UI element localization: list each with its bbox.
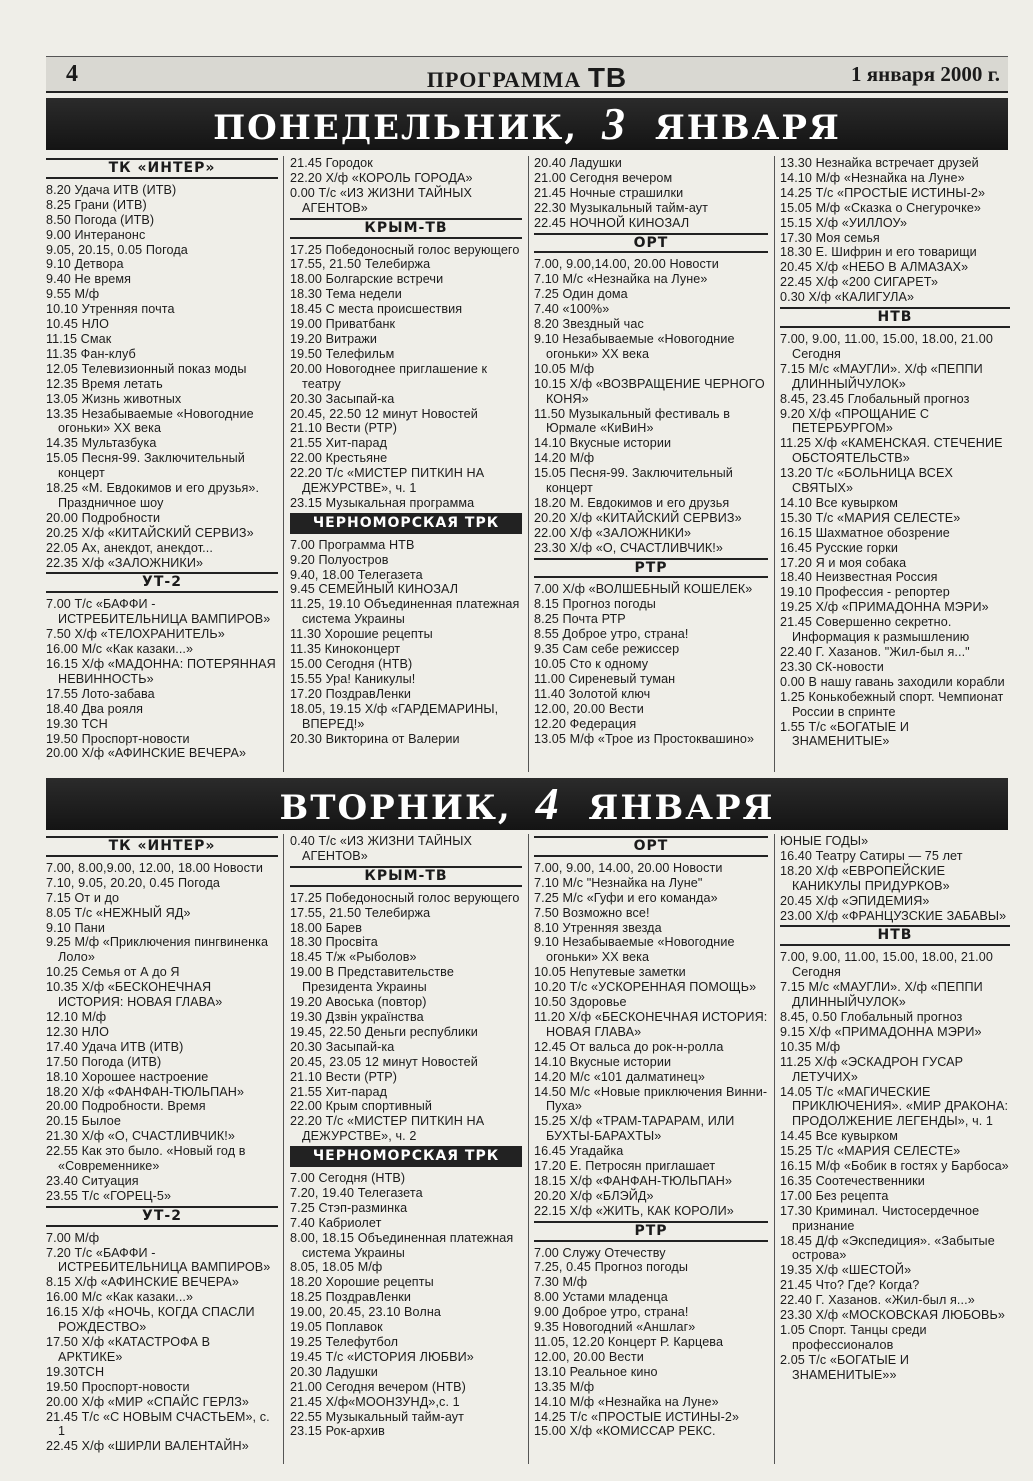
program-listing: 11.30 Хорошие рецепты bbox=[290, 627, 433, 642]
publication-title-word: ПРОГРАММА bbox=[426, 67, 582, 92]
program-listing: 23.40 Ситуация bbox=[46, 1173, 139, 1188]
program-listing: 15.05 Песня-99. Заключительный концерт bbox=[534, 466, 733, 496]
program-listing: 18.20 М. Евдокимов и его друзья bbox=[534, 495, 730, 510]
program-listing: 23.30 Х/ф «О, СЧАСТЛИВЧИК!» bbox=[534, 540, 723, 555]
program-listing: 18.10 Хорошее настроение bbox=[46, 1069, 209, 1084]
program-listing: 11.35 Фан-клуб bbox=[46, 346, 136, 361]
program-listing: 20.40 Ладушки bbox=[534, 156, 622, 170]
tuesday-column-4 bbox=[780, 834, 1010, 1464]
program-listing: 2.05 Т/с «БОГАТЫЕ И ЗНАМЕНИТЫЕ»» bbox=[780, 1352, 910, 1382]
program-listing: 7.15 От и до bbox=[46, 890, 120, 905]
program-listing: 7.00, 8.00,9.00, 12.00, 18.00 Новости bbox=[46, 860, 264, 875]
program-listing: 16.00 М/с «Как казаки...» bbox=[46, 642, 194, 657]
program-listing: 7.00 Х/ф «ВОЛШЕБНЫЙ КОШЕЛЕК» bbox=[534, 582, 753, 597]
program-listing: 15.30 Т/с «МАРИЯ СЕЛЕСТЕ» bbox=[780, 510, 961, 525]
monday-column-2 bbox=[290, 156, 522, 772]
program-listing: 22.45 НОЧНОЙ КИНОЗАЛ bbox=[534, 215, 690, 230]
program-listing: 7.15 М/с «МАУГЛИ». Х/ф «ПЕППИ ДЛИННЫЙЧУЛОК» bbox=[780, 980, 983, 1010]
program-listing: 14.10 Вкусные истории bbox=[534, 436, 672, 451]
program-listing: 10.35 М/ф bbox=[780, 1039, 841, 1054]
program-listing: 11.20 Х/ф «БЕСКОНЕЧНАЯ ИСТОРИЯ: НОВАЯ ГЛАВА» bbox=[534, 1009, 768, 1039]
program-listing: 15.25 Т/с «МАРИЯ СЕЛЕСТЕ» bbox=[780, 1144, 961, 1159]
program-listing: 10.05 Непутевые заметки bbox=[534, 965, 686, 980]
program-listing: 13.30 Незнайка встречает друзей bbox=[780, 156, 979, 170]
program-listing: 21.45 Совершенно секретно. Информация к размышлению bbox=[780, 615, 970, 645]
program-listing: 21.45 Т/с «С НОВЫМ СЧАСТЬЕМ», с. 1 bbox=[46, 1409, 270, 1439]
program-listing: 11.00 Сиреневый туман bbox=[534, 671, 676, 686]
program-listing: 7.50 Возможно все! bbox=[534, 905, 650, 920]
program-listing: 19.30 ТСН bbox=[46, 716, 108, 731]
monday-day-number: 3 bbox=[601, 98, 627, 149]
program-listing: 7.00, 9.00, 14.00, 20.00 Новости bbox=[534, 860, 723, 875]
program-listing: 0.00 В нашу гавань заходили корабли bbox=[780, 674, 1005, 689]
page-header bbox=[46, 56, 1008, 93]
monday-month: ЯНВАРЯ bbox=[654, 108, 841, 148]
program-listing: 16.35 Соотечественники bbox=[780, 1173, 925, 1188]
program-listing: 23.30 СК-новости bbox=[780, 659, 884, 674]
channel-heading: ЧЕРНОМОРСКАЯ ТРК bbox=[290, 513, 522, 534]
program-listing: 16.00 М/с «Как казаки...» bbox=[46, 1290, 194, 1305]
program-listing: 23.15 Рок-архив bbox=[290, 1424, 385, 1439]
program-listing: 12.45 От вальса до рок-н-ролла bbox=[534, 1039, 724, 1054]
program-listing: 19.50 Проспорт-новости bbox=[46, 1379, 190, 1394]
channel-heading: ТК «ИНТЕР» bbox=[46, 836, 278, 857]
program-listing: 7.00 М/ф bbox=[46, 1230, 100, 1245]
program-listing: 19.30ТСН bbox=[46, 1364, 105, 1379]
program-listing: 22.20 Т/с «МИСТЕР ПИТКИН НА ДЕЖУРСТВЕ», ч. 1 bbox=[290, 466, 485, 496]
program-listing: 8.20 Удача ИТВ (ИТВ) bbox=[46, 182, 177, 197]
program-listing: 18.00 Барев bbox=[290, 920, 363, 935]
program-listing: 9.20 Полуостров bbox=[290, 552, 389, 567]
program-listing: 22.00 Крестьяне bbox=[290, 451, 388, 466]
program-listing: 23.55 Т/с «ГОРЕЦ-5» bbox=[46, 1188, 172, 1203]
program-listing: 10.50 Здоровье bbox=[534, 995, 627, 1010]
program-listing: 21.10 Вести (РТР) bbox=[290, 1069, 398, 1084]
program-listing: 7.10, 9.05, 20.20, 0.45 Погода bbox=[46, 875, 220, 890]
program-listing: 19.10 Профессия - репортер bbox=[780, 585, 950, 600]
program-listing: 9.55 М/ф bbox=[46, 287, 100, 302]
tuesday-day-name: ВТОРНИК, bbox=[279, 788, 512, 828]
column-divider bbox=[528, 156, 529, 772]
program-listing: 9.10 Незабываемые «Новогодние огоньки» XX века bbox=[534, 935, 735, 965]
program-listing: ЮНЫЕ ГОДЫ» bbox=[780, 834, 869, 848]
program-listing: 7.25 Стэп-разминка bbox=[290, 1200, 408, 1215]
program-listing: 11.25, 19.10 Объединенная платежная система Украины bbox=[290, 597, 520, 627]
program-listing: 12.35 Время летать bbox=[46, 376, 163, 391]
program-listing: 23.00 Х/ф «ФРАНЦУЗСКИЕ ЗАБАВЫ» bbox=[780, 908, 1007, 923]
program-listing: 9.45 СЕМЕЙНЫЙ КИНОЗАЛ bbox=[290, 582, 459, 597]
program-listing: 14.45 Все кувырком bbox=[780, 1129, 899, 1144]
program-listing: 20.45 Х/ф «НЕБО В АЛМАЗАХ» bbox=[780, 260, 969, 275]
program-listing: 19.00 Приватбанк bbox=[290, 317, 396, 332]
program-listing: 7.10 М/с "Незнайка на Луне" bbox=[534, 875, 703, 890]
program-listing: 18.20 Х/ф «ЕВРОПЕЙСКИЕ КАНИКУЛЫ ПРИДУРКОВ» bbox=[780, 863, 950, 893]
program-listing: 17.20 ПоздравЛенки bbox=[290, 686, 412, 701]
program-listing: 8.55 Доброе утро, страна! bbox=[534, 627, 689, 642]
program-listing: 9.10 Детвора bbox=[46, 257, 124, 272]
program-listing: 20.45, 22.50 12 минут Новостей bbox=[290, 406, 478, 421]
program-listing: 11.05, 12.20 Концерт Р. Карцева bbox=[534, 1335, 724, 1349]
program-listing: 22.45 Х/ф «200 СИГАРЕТ» bbox=[780, 275, 939, 290]
channel-heading: РТР bbox=[534, 558, 768, 579]
program-listing: 15.25 Х/ф «ТРАМ-ТАРАРАМ, ИЛИ БУХТЫ-БАРАХТЫ» bbox=[534, 1114, 735, 1144]
program-listing: 12.10 М/ф bbox=[46, 1009, 107, 1024]
column-divider bbox=[774, 156, 775, 772]
program-listing: 20.30 Викторина от Валерии bbox=[290, 731, 460, 746]
program-listing: 7.00, 9.00, 11.00, 15.00, 18.00, 21.00 Сегодня bbox=[780, 950, 993, 980]
program-listing: 20.00 Подробности. Время bbox=[46, 1099, 206, 1114]
program-listing: 13.35 Незабываемые «Новогодние огоньки» XX века bbox=[46, 406, 254, 436]
program-listing: 19.25 Телефутбол bbox=[290, 1335, 399, 1349]
program-listing: 22.55 Музыкальный тайм-аут bbox=[290, 1409, 465, 1424]
program-listing: 18.15 Х/ф «ФАНФАН-ТЮЛЬПАН» bbox=[534, 1173, 733, 1188]
program-listing: 22.15 Х/ф «ЖИТЬ, КАК КОРОЛИ» bbox=[534, 1203, 734, 1218]
program-listing: 20.30 Засыпай-ка bbox=[290, 1039, 395, 1054]
program-listing: 9.20 Х/ф «ПРОЩАНИЕ С ПЕТЕРБУРГОМ» bbox=[780, 406, 930, 436]
issue-date: 1 января 2000 г. bbox=[850, 62, 1000, 86]
monday-column-1 bbox=[46, 156, 278, 772]
tuesday-column-2 bbox=[290, 834, 522, 1464]
program-listing: 22.55 Как это было. «Новый год в «Современнике» bbox=[46, 1144, 246, 1174]
program-listing: 13.10 Реальное кино bbox=[534, 1364, 658, 1379]
program-listing: 7.00 Программа НТВ bbox=[290, 537, 415, 552]
program-listing: 7.00 Сегодня (НТВ) bbox=[290, 1171, 406, 1186]
program-listing: 18.20 Хорошие рецепты bbox=[290, 1275, 434, 1290]
program-listing: 16.15 Х/ф «МАДОННА: ПОТЕРЯННАЯ НЕВИННОСТЬ» bbox=[46, 657, 276, 686]
program-listing: 8.45, 23.45 Глобальный прогноз bbox=[780, 391, 970, 406]
program-listing: 21.55 Хит-парад bbox=[290, 1084, 388, 1099]
program-listing: 21.55 Хит-парад bbox=[290, 436, 388, 451]
publication-title-bold: ТВ bbox=[587, 62, 628, 93]
program-listing: 7.00 Т/с «БАФФИ - ИСТРЕБИТЕЛЬНИЦА ВАМПИРОВ» bbox=[46, 597, 271, 627]
program-listing: 19.05 Поплавок bbox=[290, 1320, 383, 1335]
program-listing: 0.00 Т/с «ИЗ ЖИЗНИ ТАЙНЫХ АГЕНТОВ» bbox=[290, 185, 472, 215]
program-listing: 19.30 Дзвiн українства bbox=[290, 1009, 424, 1024]
tuesday-month: ЯНВАРЯ bbox=[588, 788, 775, 828]
program-listing: 19.35 Х/ф «ШЕСТОЙ» bbox=[780, 1263, 912, 1278]
program-listing: 8.05, 18.05 М/ф bbox=[290, 1260, 383, 1275]
program-listing: 19.20 Витражи bbox=[290, 331, 377, 346]
program-listing: 0.30 Х/ф «КАЛИГУЛА» bbox=[780, 290, 915, 305]
program-listing: 15.00 Сегодня (НТВ) bbox=[290, 657, 413, 671]
program-listing: 13.35 М/ф bbox=[534, 1379, 595, 1394]
program-listing: 9.10 Незабываемые «Новогодние огоньки» XX века bbox=[534, 331, 735, 361]
program-listing: 17.30 Моя семья bbox=[780, 230, 880, 245]
program-listing: 18.20 Х/ф «ФАНФАН-ТЮЛЬПАН» bbox=[46, 1084, 245, 1099]
program-listing: 20.00 Новогоднее приглашение к театру bbox=[290, 361, 488, 391]
program-listing: 7.20 Т/с «БАФФИ - ИСТРЕБИТЕЛЬНИЦА ВАМПИРОВ» bbox=[46, 1245, 271, 1275]
column-divider bbox=[528, 834, 529, 1464]
program-listing: 19.50 Телефильм bbox=[290, 346, 395, 361]
program-listing: 18.45 Т/ж «Рыболов» bbox=[290, 950, 417, 965]
tuesday-day-number: 4 bbox=[535, 778, 561, 829]
program-listing: 1.05 Спорт. Танцы среди профессионалов bbox=[780, 1323, 927, 1352]
program-listing: 18.45 С места происшествия bbox=[290, 302, 463, 317]
tuesday-column-3 bbox=[534, 834, 768, 1464]
channel-heading: НТВ bbox=[780, 925, 1010, 946]
program-listing: 14.35 Мультазбука bbox=[46, 436, 157, 451]
program-listing: 18.30 Е. Шифрин и его товарищи bbox=[780, 245, 977, 260]
program-listing: 8.00 Устами младенца bbox=[534, 1290, 668, 1305]
program-listing: 14.10 М/ф «Незнайка на Луне» bbox=[534, 1394, 719, 1409]
program-listing: 0.40 Т/с «ИЗ ЖИЗНИ ТАЙНЫХ АГЕНТОВ» bbox=[290, 834, 472, 863]
program-listing: 9.40 Не время bbox=[46, 272, 132, 287]
tuesday-column-1 bbox=[46, 834, 278, 1464]
program-listing: 21.45 Х/ф«МООНЗУНД»,с. 1 bbox=[290, 1394, 460, 1409]
program-listing: 7.40 «100%» bbox=[534, 302, 610, 317]
program-listing: 9.10 Пани bbox=[46, 920, 105, 935]
program-listing: 22.40 Г. Хазанов. "Жил-был я..." bbox=[780, 645, 970, 659]
program-listing: 21.45 Городок bbox=[290, 156, 373, 170]
monday-column-3 bbox=[534, 156, 768, 772]
program-listing: 22.40 Г. Хазанов. «Жил-был я...» bbox=[780, 1293, 975, 1308]
program-listing: 10.05 М/ф bbox=[534, 361, 595, 376]
program-listing: 18.30 Тема недели bbox=[290, 287, 402, 302]
channel-heading: ТК «ИНТЕР» bbox=[46, 158, 278, 179]
program-listing: 11.15 Смак bbox=[46, 331, 112, 346]
program-listing: 21.00 Сегодня вечером (НТВ) bbox=[290, 1379, 466, 1394]
program-listing: 21.45 Ночные страшилки bbox=[534, 185, 684, 200]
channel-heading: ОРТ bbox=[534, 836, 768, 857]
program-listing: 17.30 Криминал. Чистосердечное признание bbox=[780, 1203, 980, 1233]
channel-heading: КРЫМ-ТВ bbox=[290, 218, 522, 239]
program-listing: 17.20 Е. Петросян приглашает bbox=[534, 1159, 716, 1174]
program-listing: 20.30 Засыпай-ка bbox=[290, 391, 395, 406]
monday-day-name: ПОНЕДЕЛЬНИК, bbox=[213, 108, 579, 148]
program-listing: 8.00, 18.15 Объединенная платежная система Украины bbox=[290, 1230, 514, 1260]
program-listing: 16.15 Х/ф «НОЧЬ, КОГДА СПАСЛИ РОЖДЕСТВО» bbox=[46, 1305, 255, 1335]
program-listing: 16.40 Театру Сатиры — 75 лет bbox=[780, 848, 963, 863]
program-listing: 11.50 Музыкальный фестиваль в Юрмале «КиВиН» bbox=[534, 406, 731, 436]
program-listing: 20.45 Х/ф «ЭПИДЕМИЯ» bbox=[780, 893, 930, 908]
program-listing: 10.45 НЛО bbox=[46, 317, 110, 332]
program-listing: 15.15 Х/ф «УИЛЛОУ» bbox=[780, 215, 908, 230]
program-listing: 16.45 Русские горки bbox=[780, 540, 898, 555]
program-listing: 19.50 Проспорт-новости bbox=[46, 731, 190, 746]
program-listing: 22.35 Х/ф «ЗАЛОЖНИКИ» bbox=[46, 555, 204, 570]
program-listing: 10.20 Т/с «УСКОРЕННАЯ ПОМОЩЬ» bbox=[534, 980, 757, 995]
program-listing: 16.15 Шахматное обозрение bbox=[780, 525, 950, 540]
program-listing: 19.25 Х/ф «ПРИМАДОННА МЭРИ» bbox=[780, 600, 989, 615]
program-listing: 1.55 Т/с «БОГАТЫЕ И ЗНАМЕНИТЫЕ» bbox=[780, 719, 910, 749]
program-listing: 17.50 Х/ф «КАТАСТРОФА В АРКТИКЕ» bbox=[46, 1335, 211, 1364]
program-listing: 20.20 Х/ф «БЛЭЙД» bbox=[534, 1188, 654, 1203]
program-listing: 11.35 Киноконцерт bbox=[290, 642, 401, 657]
program-listing: 19.45, 22.50 Деньги республики bbox=[290, 1024, 478, 1039]
program-listing: 17.00 Без рецепта bbox=[780, 1188, 889, 1203]
program-listing: 14.10 Все кувырком bbox=[780, 495, 899, 510]
program-listing: 14.10 Вкусные истории bbox=[534, 1054, 672, 1069]
program-listing: 16.45 Угадайка bbox=[534, 1144, 624, 1159]
channel-heading: УТ-2 bbox=[46, 1206, 278, 1227]
program-listing: 14.10 М/ф «Незнайка на Луне» bbox=[780, 170, 965, 185]
program-listing: 14.05 Т/с «МАГИЧЕСКИЕ ПРИКЛЮЧЕНИЯ». «МИР ДРАКОНА: ПРОДОЛЖЕНИЕ ЛЕГЕНДЫ», ч. 1 bbox=[780, 1084, 1009, 1129]
program-listing: 22.30 Музыкальный тайм-аут bbox=[534, 200, 709, 215]
column-divider bbox=[774, 834, 775, 1464]
program-listing: 22.00 Крым спортивный bbox=[290, 1099, 433, 1114]
program-listing: 21.45 Что? Где? Когда? bbox=[780, 1278, 920, 1293]
program-listing: 18.00 Болгарские встречи bbox=[290, 272, 444, 287]
program-listing: 17.25 Победоносный голос верующего bbox=[290, 242, 520, 257]
program-listing: 15.55 Ура! Каникулы! bbox=[290, 671, 416, 686]
program-listing: 14.25 Т/с «ПРОСТЫЕ ИСТИНЫ-2» bbox=[780, 185, 986, 200]
program-listing: 17.55, 21.50 Телебиржа bbox=[290, 257, 431, 272]
program-listing: 22.00 Х/ф «ЗАЛОЖНИКИ» bbox=[534, 525, 692, 540]
program-listing: 20.00 Х/ф «МИР «СПАЙС ГЕРЛЗ» bbox=[46, 1394, 250, 1409]
program-listing: 18.40 Неизвестная Россия bbox=[780, 570, 938, 585]
program-listing: 10.15 Х/ф «ВОЗВРАЩЕНИЕ ЧЕРНОГО КОНЯ» bbox=[534, 376, 765, 406]
program-listing: 21.10 Вести (РТР) bbox=[290, 421, 398, 436]
program-listing: 7.40 Кабриолет bbox=[290, 1215, 382, 1230]
program-listing: 9.00 Доброе утро, страна! bbox=[534, 1305, 689, 1320]
program-listing: 17.20 Я и моя собака bbox=[780, 555, 907, 570]
program-listing: 8.20 Звездный час bbox=[534, 317, 644, 332]
program-listing: 9.00 Интеранонс bbox=[46, 227, 146, 242]
program-listing: 19.20 Авоська (повтор) bbox=[290, 995, 427, 1010]
program-listing: 17.25 Победоносный голос верующего bbox=[290, 890, 520, 905]
channel-heading: КРЫМ-ТВ bbox=[290, 866, 522, 887]
program-listing: 18.30 Просвiта bbox=[290, 935, 378, 950]
program-listing: 10.10 Утренняя почта bbox=[46, 302, 175, 317]
program-listing: 8.45, 0.50 Глобальный прогноз bbox=[780, 1009, 963, 1024]
program-listing: 17.55 Лото-забава bbox=[46, 686, 155, 701]
program-listing: 21.30 Х/ф «О, СЧАСТЛИВЧИК!» bbox=[46, 1129, 235, 1144]
program-listing: 14.20 М/с «101 далматинец» bbox=[534, 1069, 705, 1084]
program-listing: 7.50 Х/ф «ТЕЛОХРАНИТЕЛЬ» bbox=[46, 627, 225, 642]
program-listing: 15.00 Х/ф «КОМИССАР РЕКС. bbox=[534, 1424, 716, 1439]
program-listing: 12.00, 20.00 Вести bbox=[534, 701, 644, 716]
program-listing: 19.45 Т/с «ИСТОРИЯ ЛЮБВИ» bbox=[290, 1349, 474, 1364]
program-listing: 8.10 Утренняя звезда bbox=[534, 920, 662, 935]
program-listing: 12.30 НЛО bbox=[46, 1024, 110, 1039]
program-listing: 1.25 Конькобежный спорт. Чемпионат России в спринте bbox=[780, 689, 1004, 719]
program-listing: 7.25, 0.45 Прогноз погоды bbox=[534, 1260, 689, 1275]
program-listing: 22.05 Ах, анекдот, анекдот... bbox=[46, 540, 213, 555]
program-listing: 7.00 Служу Отечеству bbox=[534, 1245, 666, 1260]
channel-heading: УТ-2 bbox=[46, 572, 278, 593]
program-listing: 11.25 Х/ф «КАМЕНСКАЯ. СТЕЧЕНИЕ ОБСТОЯТЕЛЬСТВ» bbox=[780, 436, 1003, 466]
program-listing: 9.35 Сам себе режиссер bbox=[534, 642, 680, 657]
program-listing: 22.45 Х/ф «ШИРЛИ ВАЛЕНТАЙН» bbox=[46, 1439, 249, 1454]
program-listing: 8.05 Т/с «НЕЖНЫЙ ЯД» bbox=[46, 905, 191, 920]
program-listing: 14.50 М/с «Новые приключения Винни-Пуха» bbox=[534, 1084, 768, 1114]
program-listing: 7.00, 9.00,14.00, 20.00 Новости bbox=[534, 257, 719, 272]
program-listing: 12.05 Телевизионный показ моды bbox=[46, 361, 247, 376]
program-listing: 19.00, 20.45, 23.10 Волна bbox=[290, 1305, 441, 1320]
channel-heading: ЧЕРНОМОРСКАЯ ТРК bbox=[290, 1146, 522, 1167]
program-listing: 9.25 М/ф «Приключения пингвиненка Лоло» bbox=[46, 935, 269, 965]
program-listing: 18.25 ПоздравЛенки bbox=[290, 1290, 412, 1305]
program-listing: 18.45 Д/ф «Экспедиция». «Забытые острова» bbox=[780, 1233, 995, 1263]
program-listing: 14.20 М/ф bbox=[534, 451, 595, 466]
program-listing: 10.05 Сто к одному bbox=[534, 657, 649, 671]
channel-heading: НТВ bbox=[780, 307, 1010, 328]
program-listing: 7.20, 19.40 Телегазета bbox=[290, 1185, 423, 1200]
program-listing: 7.10 М/с «Незнайка на Луне» bbox=[534, 272, 708, 287]
program-listing: 17.40 Удача ИТВ (ИТВ) bbox=[46, 1039, 184, 1054]
program-listing: 7.25 М/с «Гуфи и его команда» bbox=[534, 890, 718, 905]
program-listing: 8.25 Почта РТР bbox=[534, 612, 626, 627]
program-listing: 9.15 Х/ф «ПРИМАДОННА МЭРИ» bbox=[780, 1024, 982, 1039]
tuesday-day-banner bbox=[46, 778, 1008, 830]
program-listing: 22.20 Х/ф «КОРОЛЬ ГОРОДА» bbox=[290, 170, 473, 185]
program-listing: 23.15 Музыкальная программа bbox=[290, 495, 475, 510]
program-listing: 10.25 Семья от А до Я bbox=[46, 965, 180, 980]
program-listing: 15.05 М/ф «Сказка о Снегурочке» bbox=[780, 200, 982, 215]
program-listing: 19.00 В Представительстве Президента Украины bbox=[290, 965, 454, 995]
program-listing: 9.40, 18.00 Телегазета bbox=[290, 567, 423, 582]
program-listing: 15.05 Песня-99. Заключительный концерт bbox=[46, 451, 245, 481]
program-listing: 14.25 Т/с «ПРОСТЫЕ ИСТИНЫ-2» bbox=[534, 1409, 740, 1424]
program-listing: 13.20 Т/с «БОЛЬНИЦА ВСЕХ СВЯТЫХ» bbox=[780, 466, 953, 496]
program-listing: 18.05, 19.15 Х/ф «ГАРДЕМАРИНЫ, ВПЕРЕД!» bbox=[290, 701, 499, 731]
program-listing: 8.15 Х/ф «АФИНСКИЕ ВЕЧЕРА» bbox=[46, 1275, 240, 1290]
channel-heading: РТР bbox=[534, 1221, 768, 1242]
program-listing: 20.30 Ладушки bbox=[290, 1364, 378, 1379]
program-listing: 12.00, 20.00 Вести bbox=[534, 1349, 644, 1364]
program-listing: 20.00 Подробности bbox=[46, 510, 161, 525]
column-divider bbox=[283, 834, 284, 1464]
program-listing: 8.25 Грани (ИТВ) bbox=[46, 197, 147, 212]
program-listing: 10.35 Х/ф «БЕСКОНЕЧНАЯ ИСТОРИЯ: НОВАЯ ГЛАВА» bbox=[46, 980, 223, 1010]
program-listing: 17.50 Погода (ИТВ) bbox=[46, 1054, 162, 1069]
program-listing: 20.45, 23.05 12 минут Новостей bbox=[290, 1054, 478, 1069]
monday-day-banner bbox=[46, 98, 1008, 150]
program-listing: 20.25 Х/ф «КИТАЙСКИЙ СЕРВИЗ» bbox=[46, 525, 254, 540]
program-listing: 12.20 Федерация bbox=[534, 716, 637, 731]
program-listing: 8.50 Погода (ИТВ) bbox=[46, 212, 155, 227]
program-listing: 20.00 Х/ф «АФИНСКИЕ ВЕЧЕРА» bbox=[46, 746, 247, 761]
column-divider bbox=[283, 156, 284, 772]
program-listing: 7.25 Один дома bbox=[534, 287, 628, 302]
program-listing: 7.30 М/ф bbox=[534, 1275, 588, 1290]
program-listing: 17.55, 21.50 Телебиржа bbox=[290, 905, 431, 920]
program-listing: 11.40 Золотой ключ bbox=[534, 686, 651, 701]
program-listing: 22.20 Т/с «МИСТЕР ПИТКИН НА ДЕЖУРСТВЕ», ч. 2 bbox=[290, 1114, 485, 1144]
program-listing: 13.05 М/ф «Трое из Простоквашино» bbox=[534, 731, 755, 746]
program-listing: 20.15 Былое bbox=[46, 1114, 121, 1129]
program-listing: 8.15 Прогноз погоды bbox=[534, 597, 656, 612]
program-listing: 9.35 Новогодний «Аншлаг» bbox=[534, 1320, 696, 1335]
monday-column-4 bbox=[780, 156, 1010, 772]
program-listing: 13.05 Жизнь животных bbox=[46, 391, 182, 406]
channel-heading: ОРТ bbox=[534, 233, 768, 254]
program-listing: 16.15 М/ф «Бобик в гостях у Барбоса» bbox=[780, 1159, 1009, 1174]
program-listing: 7.15 М/с «МАУГЛИ». Х/ф «ПЕППИ ДЛИННЫЙЧУЛОК» bbox=[780, 361, 983, 391]
program-listing: 18.25 «М. Евдокимов и его друзья». Праздничное шоу bbox=[46, 481, 260, 510]
program-listing: 18.40 Два рояля bbox=[46, 701, 144, 716]
program-listing: 23.30 Х/ф «МОСКОВСКАЯ ЛЮБОВЬ» bbox=[780, 1308, 1006, 1323]
program-listing: 9.05, 20.15, 0.05 Погода bbox=[46, 242, 188, 257]
program-listing: 11.25 Х/ф «ЭСКАДРОН ГУСАР ЛЕТУЧИХ» bbox=[780, 1054, 964, 1084]
program-listing: 20.20 Х/ф «КИТАЙСКИЙ СЕРВИЗ» bbox=[534, 510, 742, 525]
page-number: 4 bbox=[66, 61, 78, 87]
program-listing: 21.00 Сегодня вечером bbox=[534, 170, 673, 185]
program-listing: 7.00, 9.00, 11.00, 15.00, 18.00, 21.00 Сегодня bbox=[780, 331, 993, 361]
